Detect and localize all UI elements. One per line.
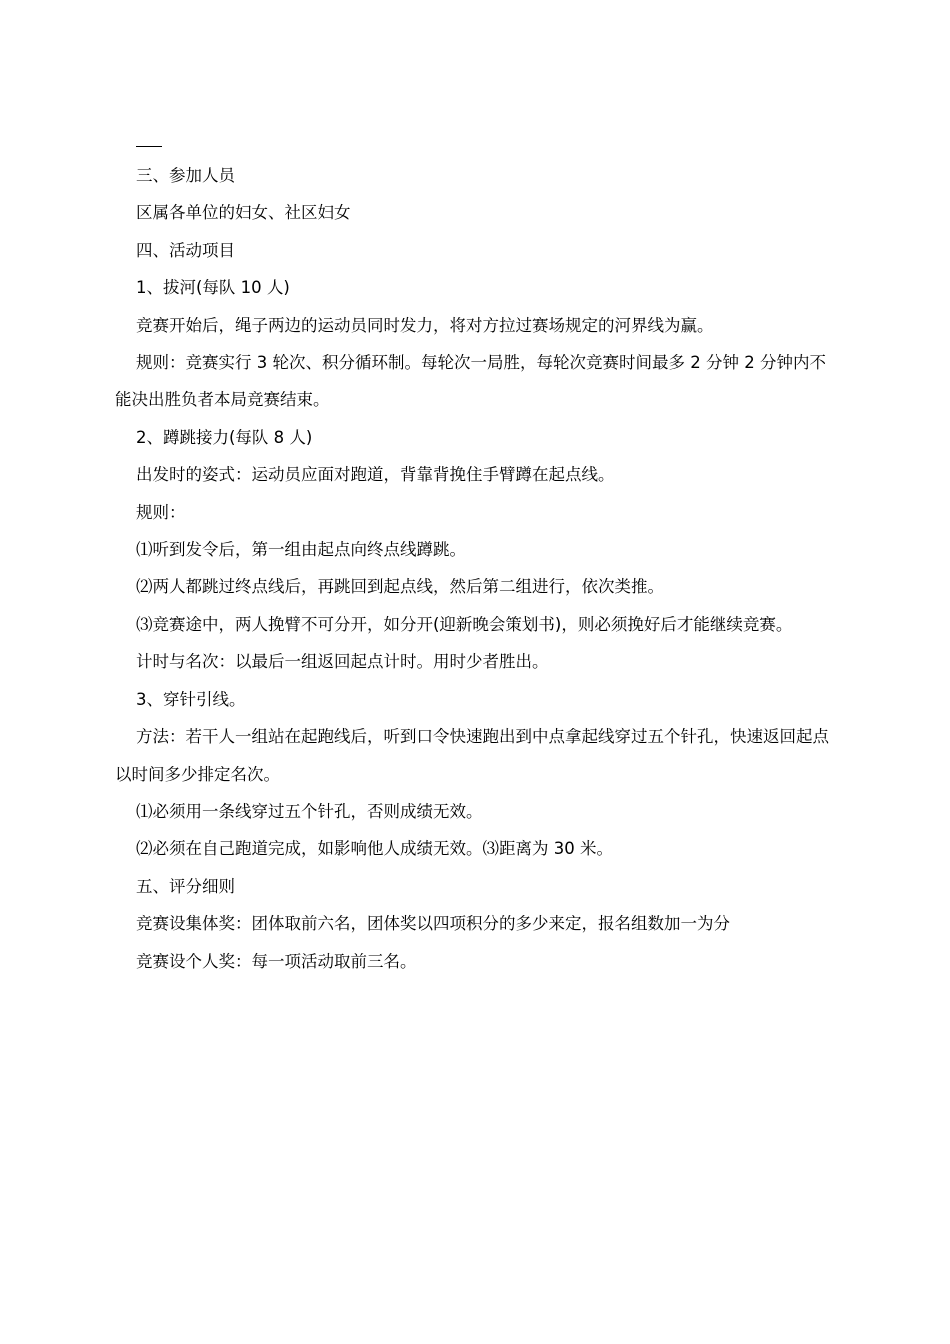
item-2-posture: 出发时的姿式：运动员应面对跑道，背靠背挽住手臂蹲在起点线。 bbox=[136, 465, 615, 485]
item-2-rule-2: ⑵两人都跳过终点线后，再跳回到起点线，然后第二组进行，依次类推。 bbox=[136, 577, 664, 597]
item-2-rule-1: ⑴听到发令后，第一组由起点向终点线蹲跳。 bbox=[136, 540, 466, 560]
section-4-heading: 四、活动项目 bbox=[136, 240, 235, 260]
item-1-rules: 规则：竞赛实行 3 轮次、积分循环制。每轮次一局胜，每轮次竞赛时间最多 2 分钟 2 分钟内不能决出胜负者本局竞赛结束。 bbox=[115, 353, 826, 410]
item-1-title: 1、拔河(每队 10 人) bbox=[136, 278, 290, 298]
participants-text: 区属各单位的妇女、社区妇女 bbox=[136, 203, 351, 223]
item-3-method: 方法：若干人一组站在起跑线后，听到口令快速跑出到中点拿起线穿过五个针孔，快速返回起点以时间多少排定名次。 bbox=[115, 727, 829, 784]
item-2-title: 2、蹲跳接力(每队 8 人) bbox=[136, 427, 313, 447]
team-award-text: 竞赛设集体奖：团体取前六名，团体奖以四项积分的多少来定，报名组数加一为分 bbox=[136, 914, 730, 934]
document-body bbox=[115, 157, 840, 980]
section-5-heading: 五、评分细则 bbox=[136, 876, 235, 896]
item-3-rule-1: ⑴必须用一条线穿过五个针孔，否则成绩无效。 bbox=[136, 801, 483, 821]
item-1-description: 竞赛开始后，绳子两边的运动员同时发力，将对方拉过赛场规定的河界线为赢。 bbox=[136, 315, 714, 335]
individual-award-text: 竞赛设个人奖：每一项活动取前三名。 bbox=[136, 951, 417, 971]
item-2-timing: 计时与名次：以最后一组返回起点计时。用时少者胜出。 bbox=[136, 652, 549, 672]
item-2-rules-label: 规则： bbox=[136, 502, 186, 522]
item-3-title: 3、穿针引线。 bbox=[136, 689, 246, 709]
item-3-rule-2: ⑵必须在自己跑道完成，如影响他人成绩无效。⑶距离为 30 米。 bbox=[136, 839, 613, 859]
top-rule-line bbox=[136, 146, 162, 147]
item-2-rule-3: ⑶竞赛途中，两人挽臂不可分开，如分开(迎新晚会策划书)，则必须挽好后才能继续竞赛。 bbox=[136, 614, 793, 634]
section-3-heading: 三、参加人员 bbox=[136, 166, 235, 185]
